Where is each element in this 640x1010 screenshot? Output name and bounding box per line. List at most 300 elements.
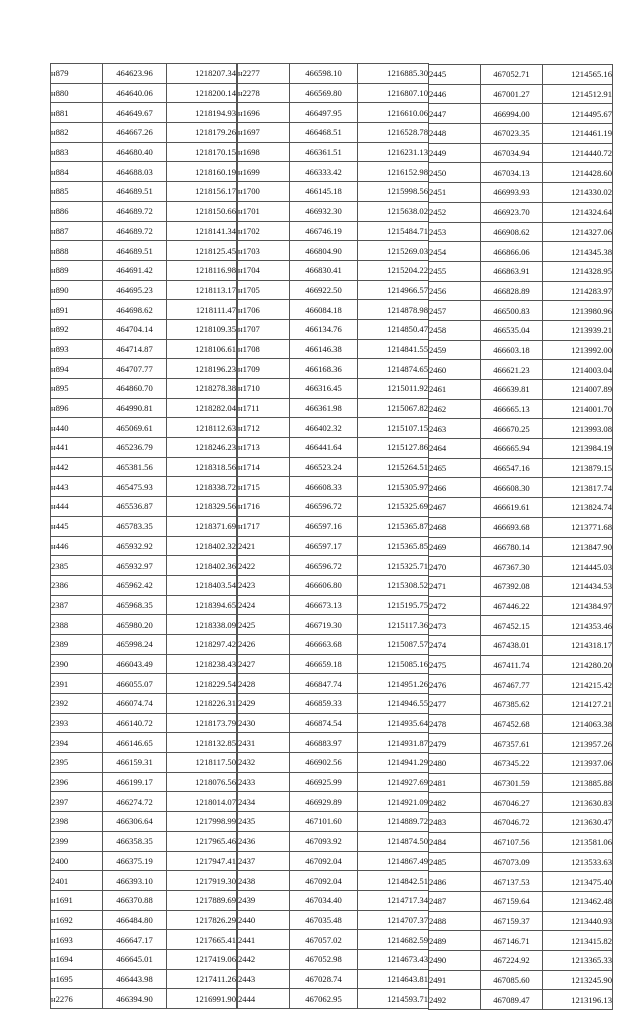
coord-y: 1214428.60	[543, 163, 613, 183]
table-row	[238, 260, 429, 280]
coord-y: 1214951.26	[358, 674, 429, 694]
table-row	[238, 182, 429, 202]
point-number: 2449	[429, 143, 481, 163]
point-number: 2451	[429, 183, 481, 203]
coord-x: 466830.41	[290, 260, 358, 280]
point-number: 2466	[429, 478, 481, 498]
table-row	[51, 64, 237, 84]
point-number: н1714	[238, 457, 290, 477]
coord-y: 1218106.61	[167, 339, 237, 359]
point-number: н2278	[238, 83, 290, 103]
point-number: 2478	[429, 714, 481, 734]
point-number: 2480	[429, 754, 481, 774]
point-number: 2446	[429, 84, 481, 104]
coord-x: 464667.26	[103, 123, 167, 143]
point-number: 2448	[429, 124, 481, 144]
coord-x: 467001.27	[480, 84, 543, 104]
coord-y: 1213992.00	[543, 340, 613, 360]
coord-x: 467224.92	[480, 950, 543, 970]
coord-y: 1214682.59	[358, 930, 429, 950]
table-row	[238, 654, 429, 674]
table-row	[51, 260, 237, 280]
point-number: н889	[51, 260, 103, 280]
point-number: 2452	[429, 202, 481, 222]
table-row	[429, 498, 613, 518]
coord-y: 1216528.78	[358, 123, 429, 143]
point-number: н1703	[238, 241, 290, 261]
coord-x: 464689.51	[103, 241, 167, 261]
coord-x: 465932.97	[103, 556, 167, 576]
coord-x: 466804.90	[290, 241, 358, 261]
point-number: н894	[51, 359, 103, 379]
point-number: н1704	[238, 260, 290, 280]
coord-y: 1214673.43	[358, 949, 429, 969]
coord-y: 1215067.82	[358, 398, 429, 418]
coord-x: 465968.35	[103, 595, 167, 615]
point-number: н884	[51, 162, 103, 182]
coordinates-table-2	[237, 63, 429, 1009]
coord-y: 1214345.38	[543, 242, 613, 262]
coord-x: 466883.97	[290, 733, 358, 753]
point-number: 2439	[238, 890, 290, 910]
table-row	[51, 142, 237, 162]
point-number: 2428	[238, 674, 290, 694]
point-number: н886	[51, 201, 103, 221]
table-row	[51, 201, 237, 221]
coord-y: 1215998.56	[358, 182, 429, 202]
coord-y: 1218160.19	[167, 162, 237, 182]
coord-y: 1215308.52	[358, 575, 429, 595]
coord-x: 465536.87	[103, 497, 167, 517]
point-number: 2437	[238, 851, 290, 871]
point-number: н1694	[51, 949, 103, 969]
point-number: 2399	[51, 831, 103, 851]
table-row	[51, 733, 237, 753]
coord-y: 1215305.97	[358, 477, 429, 497]
coord-y: 1218076.56	[167, 772, 237, 792]
point-number: 2392	[51, 694, 103, 714]
coord-y: 1213245.90	[543, 970, 613, 990]
table-row	[238, 103, 429, 123]
coord-y: 1214842.51	[358, 871, 429, 891]
table-row	[238, 890, 429, 910]
point-number: 2431	[238, 733, 290, 753]
table-row	[429, 576, 613, 596]
table-row	[51, 516, 237, 536]
table-row	[429, 320, 613, 340]
point-number: 2393	[51, 713, 103, 733]
coord-y: 1218402.32	[167, 536, 237, 556]
table-row	[238, 201, 429, 221]
coord-y: 1218402.36	[167, 556, 237, 576]
coord-y: 1214707.37	[358, 910, 429, 930]
point-number: 2388	[51, 615, 103, 635]
table-row	[429, 813, 613, 833]
table-row	[238, 792, 429, 812]
coordinates-table-1	[50, 63, 237, 1009]
coord-y: 1217947.41	[167, 851, 237, 871]
coord-y: 1218394.65	[167, 595, 237, 615]
coord-x: 464688.03	[103, 162, 167, 182]
table-row	[51, 398, 237, 418]
table-row	[429, 911, 613, 931]
point-number: 2468	[429, 517, 481, 537]
coord-x: 467035.48	[290, 910, 358, 930]
table-row	[429, 380, 613, 400]
point-number: н1709	[238, 359, 290, 379]
coord-y: 1218338.09	[167, 615, 237, 635]
coord-y: 1218226.31	[167, 694, 237, 714]
point-number: 2450	[429, 163, 481, 183]
table-row	[238, 398, 429, 418]
coord-x: 466402.32	[290, 418, 358, 438]
coord-y: 1213771.68	[543, 517, 613, 537]
point-number: 2471	[429, 576, 481, 596]
coord-x: 466370.88	[103, 890, 167, 910]
point-number: н446	[51, 536, 103, 556]
point-number: н441	[51, 438, 103, 458]
table-row	[429, 695, 613, 715]
table-row	[51, 989, 237, 1009]
table-row	[238, 772, 429, 792]
table-row	[429, 202, 613, 222]
coord-x: 467034.94	[480, 143, 543, 163]
coord-y: 1214878.98	[358, 300, 429, 320]
coord-x: 466274.72	[103, 792, 167, 812]
coord-x: 466645.01	[103, 949, 167, 969]
table-row	[51, 83, 237, 103]
coord-y: 1214927.69	[358, 772, 429, 792]
point-number: н888	[51, 241, 103, 261]
coord-y: 1218111.47	[167, 300, 237, 320]
table-row	[51, 300, 237, 320]
coord-x: 467452.15	[480, 616, 543, 636]
table-row	[238, 871, 429, 891]
coord-x: 466597.16	[290, 516, 358, 536]
point-number: 2492	[429, 990, 481, 1010]
coord-x: 467446.22	[480, 596, 543, 616]
table-row	[429, 65, 613, 85]
coord-y: 1214283.97	[543, 281, 613, 301]
table-row	[51, 812, 237, 832]
point-number: 2473	[429, 616, 481, 636]
table-row	[429, 517, 613, 537]
table-row	[238, 516, 429, 536]
coord-y: 1213196.13	[543, 990, 613, 1010]
coord-y: 1215011.92	[358, 379, 429, 399]
coord-y: 1215264.51	[358, 457, 429, 477]
coord-x: 467046.72	[480, 813, 543, 833]
coord-x: 466547.16	[480, 458, 543, 478]
table-row	[238, 615, 429, 635]
coord-x: 465236.79	[103, 438, 167, 458]
coord-y: 1217965.46	[167, 831, 237, 851]
point-number: 2436	[238, 831, 290, 851]
point-number: 2458	[429, 320, 481, 340]
coord-x: 466639.81	[480, 380, 543, 400]
coord-x: 466923.70	[480, 202, 543, 222]
coord-y: 1218246.23	[167, 438, 237, 458]
coord-x: 466596.72	[290, 556, 358, 576]
coord-y: 1214921.09	[358, 792, 429, 812]
point-number: 2487	[429, 891, 481, 911]
coord-y: 1218141.34	[167, 221, 237, 241]
table-row	[51, 536, 237, 556]
coord-x: 466925.99	[290, 772, 358, 792]
coord-y: 1213847.90	[543, 537, 613, 557]
table-row	[429, 832, 613, 852]
point-number: н1716	[238, 497, 290, 517]
coord-y: 1218116.98	[167, 260, 237, 280]
coord-x: 467093.92	[290, 831, 358, 851]
table-row	[51, 792, 237, 812]
coord-x: 466484.80	[103, 910, 167, 930]
coord-x: 467034.13	[480, 163, 543, 183]
coord-y: 1216885.30	[358, 64, 429, 84]
point-number: н881	[51, 103, 103, 123]
coord-x: 467385.62	[480, 695, 543, 715]
table-row	[429, 931, 613, 951]
point-number: 2390	[51, 654, 103, 674]
coord-y: 1214874.65	[358, 359, 429, 379]
coord-y: 1215638.02	[358, 201, 429, 221]
table-row	[238, 319, 429, 339]
table-row	[238, 556, 429, 576]
point-number: 2483	[429, 813, 481, 833]
table-row	[429, 183, 613, 203]
coord-x: 467052.71	[480, 65, 543, 85]
point-number: н1711	[238, 398, 290, 418]
coord-y: 1213415.82	[543, 931, 613, 951]
point-number: н1696	[238, 103, 290, 123]
point-number: н1707	[238, 319, 290, 339]
point-number: н883	[51, 142, 103, 162]
point-number: н1705	[238, 280, 290, 300]
table-row	[51, 831, 237, 851]
coord-x: 467146.71	[480, 931, 543, 951]
point-number: 2482	[429, 793, 481, 813]
coord-y: 1218200.14	[167, 83, 237, 103]
coord-y: 1218179.26	[167, 123, 237, 143]
coord-x: 466647.17	[103, 930, 167, 950]
coord-x: 464691.42	[103, 260, 167, 280]
point-number: 2474	[429, 635, 481, 655]
coord-x: 466863.91	[480, 261, 543, 281]
coord-x: 466523.24	[290, 457, 358, 477]
coord-x: 466929.89	[290, 792, 358, 812]
coord-y: 1218014.07	[167, 792, 237, 812]
coord-x: 465932.92	[103, 536, 167, 556]
coord-x: 467057.02	[290, 930, 358, 950]
coord-x: 466074.74	[103, 694, 167, 714]
table-row	[238, 477, 429, 497]
point-number: н1708	[238, 339, 290, 359]
table-row	[51, 339, 237, 359]
coord-y: 1218238.43	[167, 654, 237, 674]
table-row	[238, 300, 429, 320]
point-number: н892	[51, 319, 103, 339]
table-row	[51, 556, 237, 576]
coord-y: 1218403.54	[167, 575, 237, 595]
coord-x: 467392.08	[480, 576, 543, 596]
coord-y: 1214461.19	[543, 124, 613, 144]
coord-y: 1214867.49	[358, 851, 429, 871]
coord-x: 466866.06	[480, 242, 543, 262]
coord-x: 466199.17	[103, 772, 167, 792]
point-number: 2464	[429, 439, 481, 459]
table-row	[429, 419, 613, 439]
coord-x: 466168.36	[290, 359, 358, 379]
coord-y: 1213365.33	[543, 950, 613, 970]
coord-x: 465998.24	[103, 634, 167, 654]
point-number: 2479	[429, 734, 481, 754]
coord-x: 467107.56	[480, 832, 543, 852]
coord-x: 466859.33	[290, 694, 358, 714]
coord-x: 466603.18	[480, 340, 543, 360]
table-row	[238, 221, 429, 241]
table-row	[238, 575, 429, 595]
coord-x: 466719.30	[290, 615, 358, 635]
point-number: н443	[51, 477, 103, 497]
table-row	[429, 970, 613, 990]
table-row	[429, 478, 613, 498]
point-number: 2398	[51, 812, 103, 832]
coord-y: 1218338.72	[167, 477, 237, 497]
point-number: 2427	[238, 654, 290, 674]
coord-x: 465962.42	[103, 575, 167, 595]
coord-y: 1214643.81	[358, 969, 429, 989]
coord-y: 1218194.93	[167, 103, 237, 123]
point-number: 2453	[429, 222, 481, 242]
coord-y: 1214445.03	[543, 557, 613, 577]
point-number: н895	[51, 379, 103, 399]
table-row	[238, 949, 429, 969]
table-row	[51, 674, 237, 694]
coord-x: 467411.74	[480, 655, 543, 675]
coord-y: 1213630.47	[543, 813, 613, 833]
table-row	[429, 754, 613, 774]
coord-x: 464714.87	[103, 339, 167, 359]
coord-y: 1217411.26	[167, 969, 237, 989]
table-row	[238, 536, 429, 556]
coord-x: 467062.95	[290, 989, 358, 1009]
coord-y: 1216152.98	[358, 162, 429, 182]
table-row	[429, 990, 613, 1010]
coord-y: 1217998.99	[167, 812, 237, 832]
coord-x: 466598.10	[290, 64, 358, 84]
coord-y: 1213879.15	[543, 458, 613, 478]
coord-x: 467092.04	[290, 871, 358, 891]
point-number: 2387	[51, 595, 103, 615]
coord-y: 1213957.26	[543, 734, 613, 754]
coord-y: 1214280.20	[543, 655, 613, 675]
table-row	[429, 458, 613, 478]
table-row	[429, 950, 613, 970]
point-number: 2475	[429, 655, 481, 675]
point-number: 2454	[429, 242, 481, 262]
coord-y: 1213533.63	[543, 852, 613, 872]
table-row	[51, 851, 237, 871]
table-row	[238, 930, 429, 950]
point-number: 2447	[429, 104, 481, 124]
table-row	[238, 162, 429, 182]
table-row	[429, 714, 613, 734]
coord-x: 466361.98	[290, 398, 358, 418]
point-number: 2488	[429, 911, 481, 931]
coord-x: 466993.93	[480, 183, 543, 203]
coord-x: 464689.72	[103, 201, 167, 221]
table-row	[238, 694, 429, 714]
point-number: 2401	[51, 871, 103, 891]
coord-y: 1214434.53	[543, 576, 613, 596]
coord-y: 1215365.85	[358, 536, 429, 556]
table-row	[429, 163, 613, 183]
coord-y: 1213462.48	[543, 891, 613, 911]
table-row	[238, 831, 429, 851]
table-row	[238, 910, 429, 930]
table-row	[51, 221, 237, 241]
point-number: н2277	[238, 64, 290, 84]
table-row	[51, 595, 237, 615]
point-number: н1706	[238, 300, 290, 320]
coord-x: 467085.60	[480, 970, 543, 990]
coord-y: 1215204.22	[358, 260, 429, 280]
table-row	[51, 634, 237, 654]
point-number: 2434	[238, 792, 290, 812]
coord-y: 1218113.17	[167, 280, 237, 300]
coord-x: 464623.96	[103, 64, 167, 84]
coord-y: 1213984.19	[543, 439, 613, 459]
point-number: 2491	[429, 970, 481, 990]
coord-y: 1214889.72	[358, 812, 429, 832]
coord-y: 1216231.13	[358, 142, 429, 162]
coord-x: 464704.14	[103, 319, 167, 339]
coord-y: 1213440.93	[543, 911, 613, 931]
coord-y: 1215195.75	[358, 595, 429, 615]
coord-x: 466333.42	[290, 162, 358, 182]
point-number: 2423	[238, 575, 290, 595]
coord-x: 466316.45	[290, 379, 358, 399]
coord-x: 465069.61	[103, 418, 167, 438]
table-row	[429, 773, 613, 793]
coord-y: 1214318.17	[543, 635, 613, 655]
table-row	[51, 949, 237, 969]
coord-x: 466146.38	[290, 339, 358, 359]
coord-x: 466361.51	[290, 142, 358, 162]
point-number: 2440	[238, 910, 290, 930]
coord-x: 466500.83	[480, 301, 543, 321]
table-row	[429, 734, 613, 754]
coord-y: 1216807.10	[358, 83, 429, 103]
point-number: н1691	[51, 890, 103, 910]
coord-y: 1218117.50	[167, 753, 237, 773]
point-number: н1695	[51, 969, 103, 989]
coord-y: 1213817.74	[543, 478, 613, 498]
coord-x: 466043.49	[103, 654, 167, 674]
coord-y: 1214931.87	[358, 733, 429, 753]
table-row	[429, 655, 613, 675]
coord-y: 1214384.97	[543, 596, 613, 616]
table-row	[238, 595, 429, 615]
coord-x: 467034.40	[290, 890, 358, 910]
table-row	[51, 969, 237, 989]
table-row	[429, 222, 613, 242]
table-row	[51, 753, 237, 773]
coord-y: 1218156.17	[167, 182, 237, 202]
coord-y: 1214330.02	[543, 183, 613, 203]
table-row	[429, 675, 613, 695]
point-number: н1710	[238, 379, 290, 399]
